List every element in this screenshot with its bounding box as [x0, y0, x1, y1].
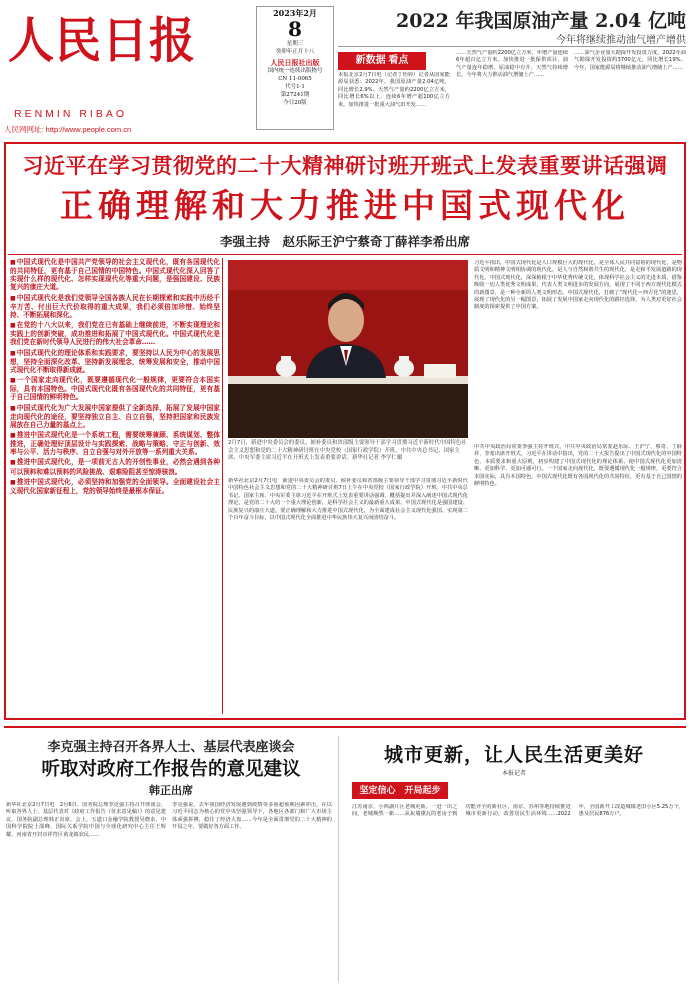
- headline-kicker: 习近平在学习贯彻党的二十大精神研讨班开班式上发表重要讲话强调: [22, 154, 668, 178]
- key-point: ■ 中国式现代化为广大发展中国家提供了全新选择，拓展了发展中国家走向现代化的途径，要坚持独立自主、自立自强，坚持把国家和民族发展放在自己力量的基点上。: [10, 404, 220, 429]
- body-column-right: 中共中央政治局常委李强主持开班式，中共中央政治局常委赵乐际、王沪宁、蔡奇、丁薛祥、李希出席开班式。习近平在讲话中指出，党的二十大报告提出了中国式现代化的中国特色、本质要求和重大原则，初步构建了中国式现代化的理论体系，使中国式现代化更加清晰、更加科学、更加可感可行。一个国家走向现代化，既要遵循现代化一般规律，更要符合本国实际，具有本国特色。中国式现代化既有各国现代化的共同特征，更有基于自己国情的鲜明特色。: [474, 444, 682, 488]
- publisher: 人民日报社出版: [270, 58, 320, 67]
- key-point: ■ 中国式现代化是中国共产党领导的社会主义现代化，既有各国现代化的共同特征，更有基于自己国情的中国特色。中国式现代化深入回答了实现什么样的现代化、怎样实现现代化等重大问题，是强国建设、民族复兴的康庄大道。: [10, 258, 220, 292]
- body-column-right-top: 习近平指出，中国式现代化是人口规模巨大的现代化，是全体人民共同富裕的现代化，是物质文明和精神文明相协调的现代化，是人与自然和谐共生的现代化，是走和平发展道路的现代化。中国式现代化，深深植根于中华优秀传统文化，体现科学社会主义的先进本质，借鉴吸收一切人类优秀文明成果，代表人类文明进步的发展方向，展现了不同于西方现代化模式的新图景，是一种全新的人类文明形态。中国式现代化，打破了“现代化＝西方化”的迷思，展现了现代化的另一幅图景，拓展了发展中国家走向现代化的路径选择，为人类对更好社会制度的探索提供了中国方案。: [474, 260, 682, 311]
- speaker-photo-illustration: [228, 260, 468, 438]
- top-story-column-1: 本报北京2月7日电（记者丁怡婷）记者从国家能源局获悉：2022年，我国原油产量2.04亿吨，同比增长2.9%。天然气产量约2200亿立方米，同比增长6%以上，连续6年增产超100亿立方米。加快推进一批重大油气田开发……: [338, 72, 450, 108]
- top-story-title: 2022 年我国原油产量 2.04 亿吨: [395, 10, 686, 32]
- key-point: ■ 一个国家走向现代化，既要遵循现代化一般规律，更要符合本国实际，具有本国特色。中国式现代化既有各国现代化的共同特征，更有基于自己国情的鲜明特色。: [10, 376, 220, 401]
- top-story-column-3: ……油气企业加大勘探开发投资力度，2022年油气勘探开发投资约3700亿元，同比增长19%。今年，国家能源局将继续推动油气增储上产……: [574, 50, 686, 71]
- key-point: ■ 推进中国式现代化，是一项前无古人的开创性事业，必然会遇到各种可以预料和难以预料的风险挑战、艰难险阻甚至惊涛骇浪。: [10, 458, 220, 475]
- divider: [222, 258, 223, 714]
- key-points-column: [10, 258, 220, 714]
- date-day: 8: [288, 17, 302, 41]
- headline-main: 正确理解和大力推进中国式现代化: [60, 186, 630, 225]
- headline-attendees: 李强主持 赵乐际王沪宁蔡奇丁薛祥李希出席: [219, 234, 470, 249]
- cn-label: 国内统一连续出版物号: [267, 68, 323, 74]
- bottom-left-body-1: 新华社北京2月7日电 2月6日，国务院总理李克强主持召开座谈会，听取各界人士、基层代表对《政府工作报告（征求意见稿）》的意见建议。国务院副总理韩正出席。会上，五道口金融学院教授吴晓求、中国科学院院士邵峰、国际关系学院中国与全球化研究中心主任王辉耀、河南省开封市祥符区黄龙镇农民……: [6, 802, 166, 838]
- divider: [338, 736, 339, 982]
- top-story-subtitle: 今年将继续推动油气增产增供: [556, 35, 686, 46]
- key-point: ■ 推进中国式现代化，必须坚持和加强党的全面领导。全面建设社会主义现代化国家新征程上，党的领导始终是最根本保证。: [10, 478, 220, 495]
- masthead-logo: 人民日报: [8, 11, 196, 69]
- bottom-right-byline: 本报记者: [501, 770, 526, 777]
- bottom-right-body: 江苏南京，小西湖片区老城更新。一进一出之间，老城焕然一新……从灰墙黛瓦的老房子到功能齐全的新社区，南京、苏州等地持续推进城市更新行动，改善居民生活环境……2022年，全国新开工改造城镇老旧小区5.25万个，惠及居民876万户。: [352, 804, 684, 818]
- key-point: ■ 推进中国式现代化是一个系统工程，需要统筹兼顾、系统谋划、整体推进，正确处理好顶层设计与实践探索、战略与策略、守正与创新、效率与公平、活力与秩序、自立自强与对外开放等一系列重大关系。: [10, 431, 220, 456]
- page-count: 今日20版: [283, 100, 307, 106]
- key-point: ■ 中国式现代化的理论体系和实践要求，要坚持以人民为中心的发展思想，坚持全面深化改革、坚持新发展理念，统筹发展和安全，推动中国式现代化不断取得新成就。: [10, 349, 220, 374]
- series-tag: 坚定信心 开局起步: [352, 782, 448, 799]
- cn-number: CN 11-0065: [278, 76, 312, 82]
- date-box: [256, 6, 334, 130]
- bottom-left-kicker: 李克强主持召开各界人士、基层代表座谈会: [47, 740, 295, 755]
- key-point: ■ 中国式现代化是我们党领导全国各族人民在长期探索和实践中历经千辛万苦、付出巨大代价取得的重大成果，我们必须倍加珍惜、始终坚持、不断拓展和深化。: [10, 294, 220, 319]
- body-column-center: 新华社北京2月7日电 新进中央委员会的委员、候补委员和省部级主要领导干部学习贯彻习近平新时代中国特色社会主义思想和党的二十大精神研讨班7日上午在中央党校（国家行政学院）开班。中共中央总书记、国家主席、中央军委主席习近平在开班式上发表重要讲话强调，概括提出并深入阐述中国式现代化理论，是党的二十大的一个重大理论创新，是科学社会主义的最新重大成果。中国式现代化是强国建设、民族复兴的康庄大道。要正确理解和大力推进中国式现代化，为全面建成社会主义现代化强国、实现第二个百年奋斗目标，以中国式现代化全面推进中华民族伟大复兴而团结奋斗。: [228, 478, 468, 522]
- code: 代号1-1: [285, 84, 305, 90]
- bottom-right-title: 城市更新，让人民生活更美好: [383, 744, 644, 766]
- masthead-pinyin: RENMIN RIBAO: [14, 108, 128, 120]
- key-point: ■ 在党的十八大以来，我们党在已有基础上继续前进，不断实现理论和实践上的创新突破，成功推进和拓展了中国式现代化。中国式现代化是我们党在新时代领导人民进行的伟大社会革命……: [10, 321, 220, 346]
- divider: [4, 726, 686, 728]
- masthead-url: 人民网网址: http://www.people.com.cn: [4, 125, 132, 134]
- bottom-left-body-2: 李克强说，去年我国经济发展遇到疫情等多重超预期因素冲击，在以习近平同志为核心的党中央坚强领导下，各地区各部门和广大市场主体顽强拼搏，稳住了经济大盘……今年是全面贯彻党的二十大精神的开局之年，要做好各方面工作。: [172, 802, 332, 831]
- lead-photo: [228, 260, 468, 438]
- date-weekday: 星期三: [286, 41, 304, 47]
- bottom-left-title: 听取对政府工作报告的意见建议: [41, 759, 301, 780]
- issue-number: 第27241期: [280, 92, 310, 98]
- divider: [8, 254, 682, 255]
- top-story-column-2: ……天然气产量约2200亿立方米，年增产量连续6年超百亿立方米。加快推进一批保供项目，油气产量连年稳增，原油稳中有升、天然气持续增长。今年将大力推动油气增储上产……: [456, 50, 568, 79]
- divider: [338, 46, 686, 47]
- bottom-left-subtitle: 韩正出席: [149, 784, 193, 797]
- new-data-badge: 新数据 看点: [338, 52, 426, 70]
- date-year-month: 2023年2月: [273, 8, 317, 18]
- date-lunar: 癸卯年正月十八: [275, 49, 315, 55]
- photo-caption: 2月7日，新进中央委员会的委员、候补委员和省部级主要领导干部学习贯彻习近平新时代中国特色社会主义思想和党的二十大精神研讨班在中央党校（国家行政学院）开班。中共中央总书记、国家主席、中央军委主席习近平在开班式上发表重要讲话。新华社记者 李学仁摄: [228, 440, 467, 462]
